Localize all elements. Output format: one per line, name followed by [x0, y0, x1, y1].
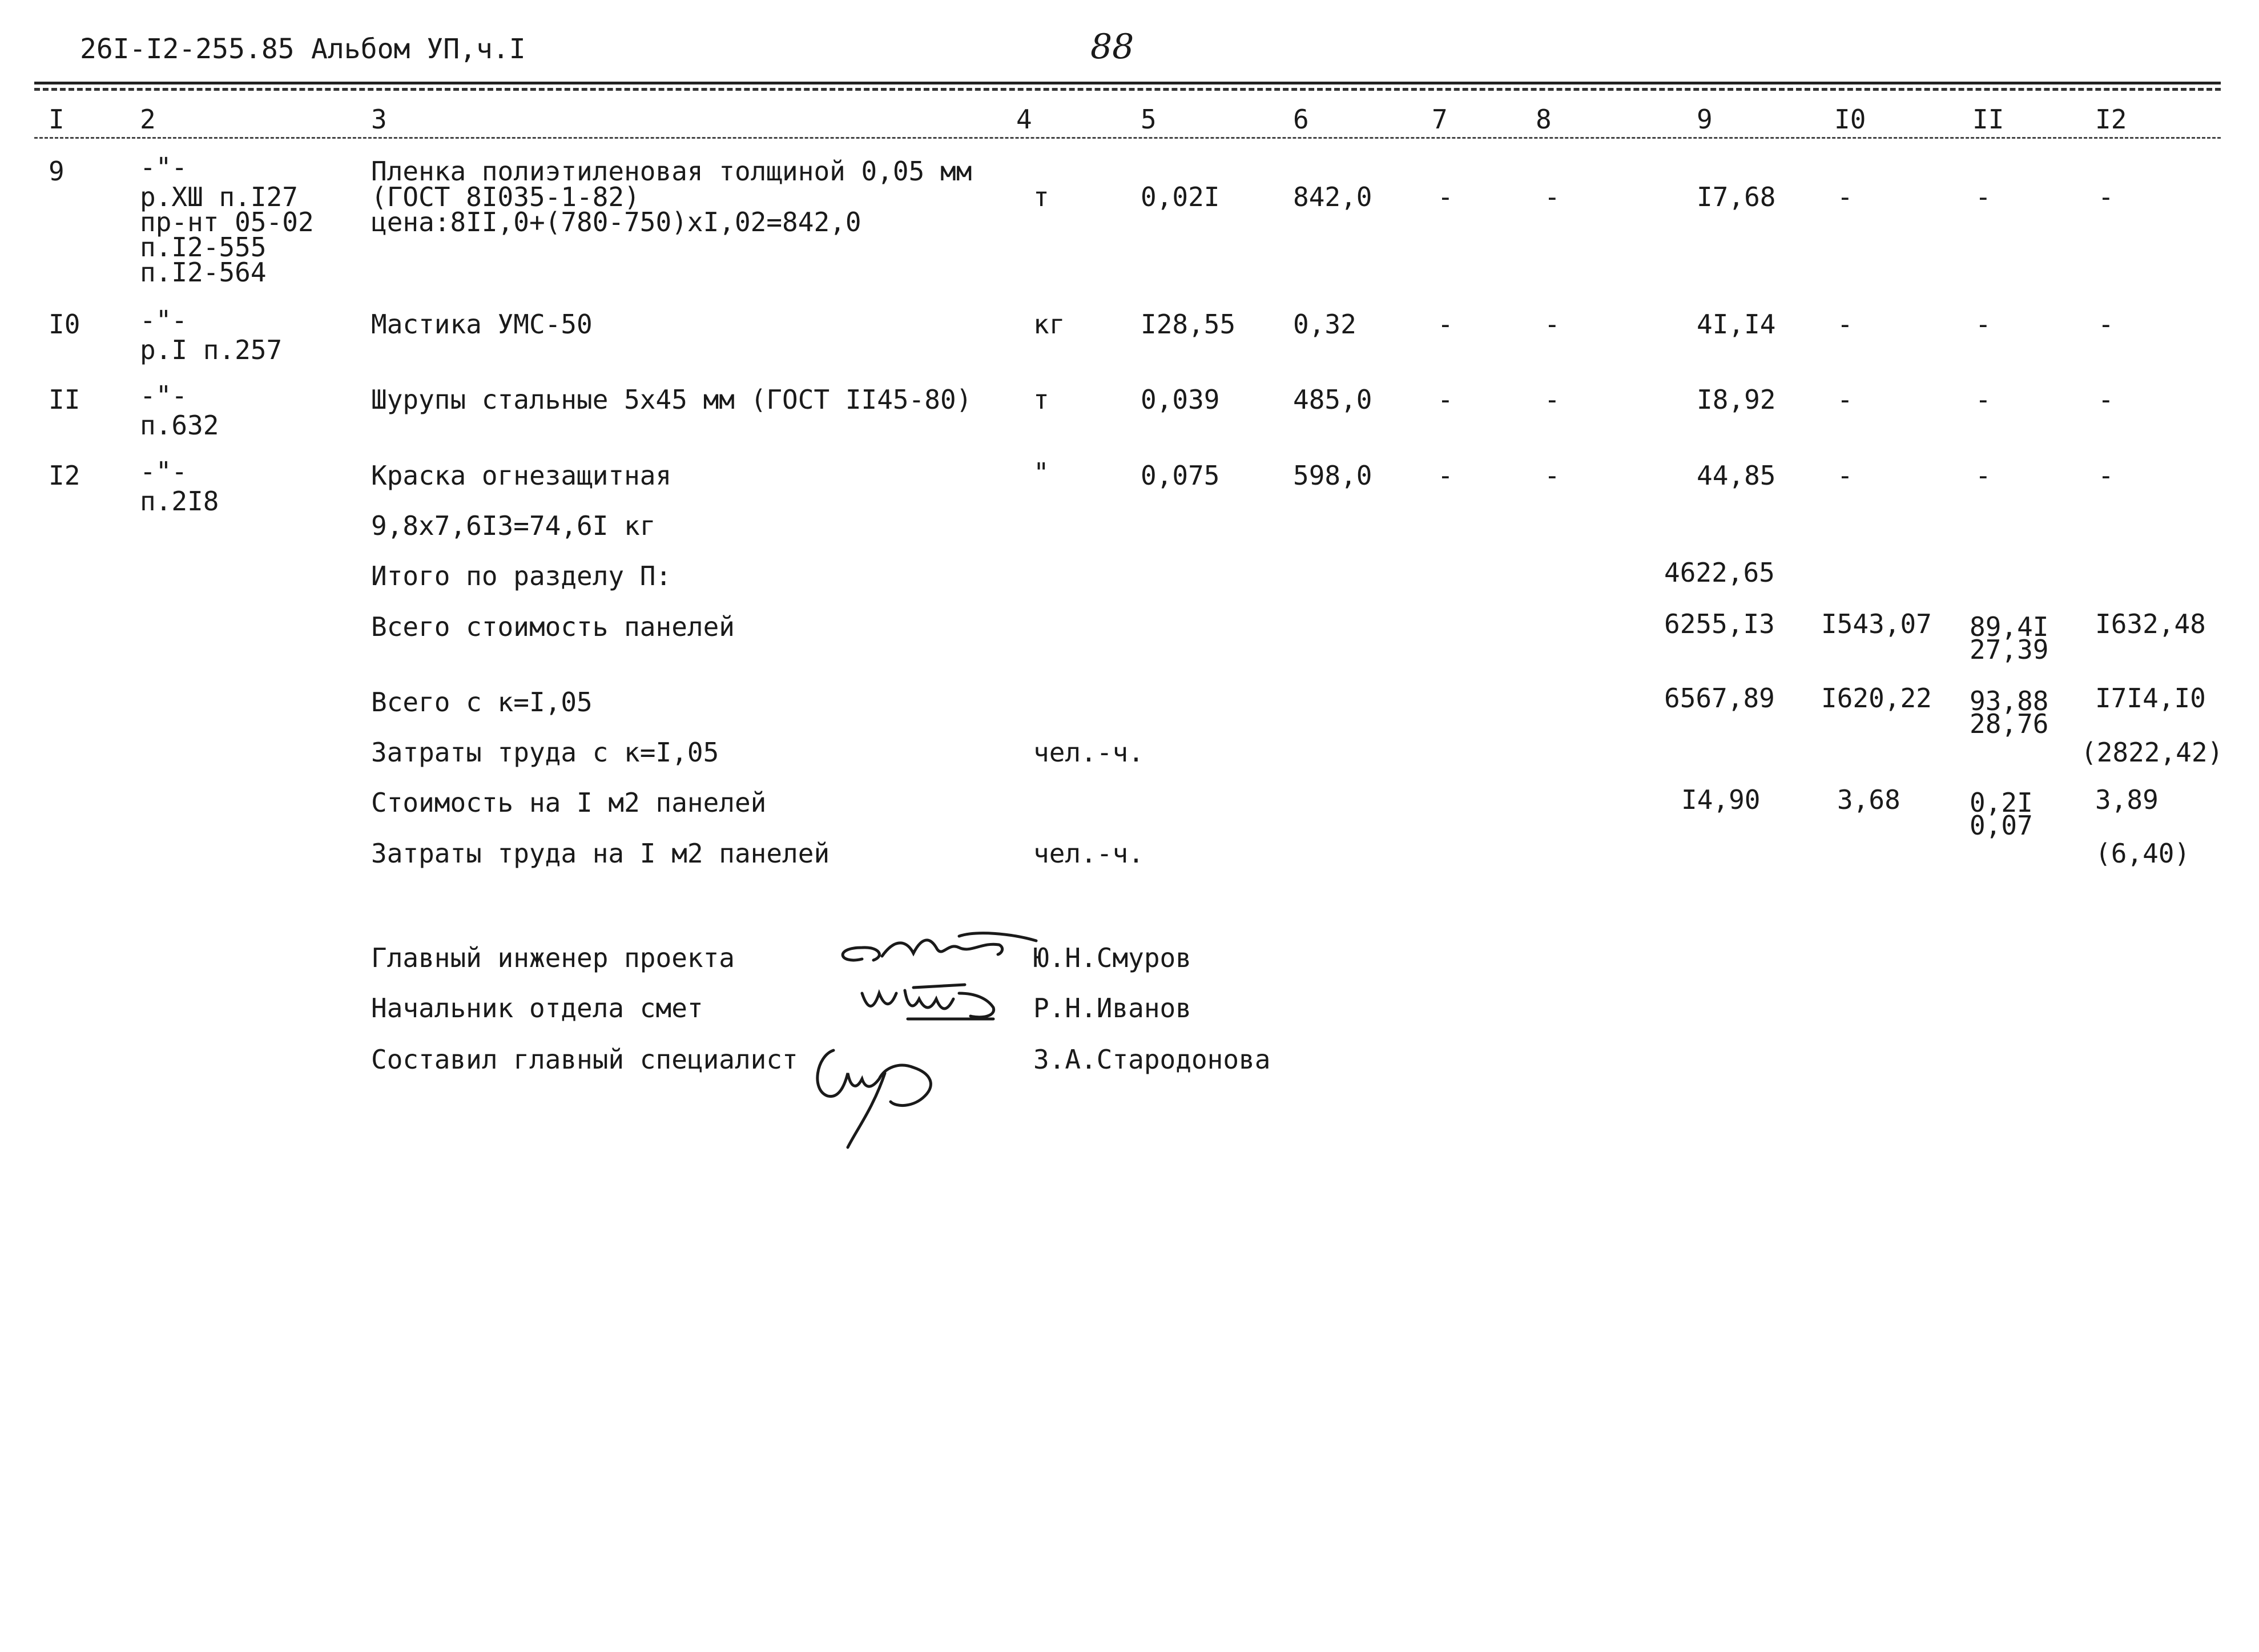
signature-role: Начальник отдела смет: [371, 993, 703, 1024]
row-ref-line: п.I2-555: [140, 232, 267, 263]
totals-label: Итого по разделу П:: [371, 561, 672, 591]
col-num-11: II: [1972, 104, 2004, 135]
col-num-7: 7: [1432, 104, 1448, 135]
row-number: I2: [49, 460, 80, 491]
row-col10: -: [1837, 309, 1853, 340]
row-col7: -: [1437, 384, 1453, 415]
col-num-2: 2: [140, 104, 156, 135]
row-col12: -: [2098, 309, 2114, 340]
row-description: Мастика УМС-50: [371, 309, 593, 340]
row-number: I0: [49, 309, 80, 340]
totals-col12: I7I4,I0: [2095, 683, 2206, 714]
row-ref-line: п.I2-564: [140, 257, 267, 288]
row-col7: -: [1437, 309, 1453, 340]
row-description: Шурупы стальные 5x45 мм (ГОСТ II45-80): [371, 384, 972, 415]
handwritten-signature-2: [851, 976, 1016, 1028]
row-col11: -: [1975, 182, 1991, 212]
totals-label: Стоимость на I м2 панелей: [371, 787, 767, 818]
doc-code: 26I-I2-255.85: [80, 33, 295, 65]
row-description: Краска огнезащитная: [371, 460, 672, 491]
row-unit: т: [1033, 182, 1049, 212]
row-col12: -: [2098, 460, 2114, 491]
row-description: Пленка полиэтиленовая толщиной 0,05 мм: [371, 156, 972, 187]
album-label: Альбом УП,ч.I: [311, 33, 526, 65]
signature-role: Главный инженер проекта: [371, 942, 735, 973]
totals-col9: 4622,65: [1664, 557, 1775, 588]
row-col9: 44,85: [1697, 460, 1776, 491]
totals-col11-upper: 89,4I: [1970, 611, 2049, 642]
totals-col10: 3,68: [1837, 784, 1900, 815]
row-number: II: [49, 384, 80, 415]
row-col9: I7,68: [1697, 182, 1776, 212]
row-ref-line: п.632: [140, 410, 219, 441]
col-num-9: 9: [1697, 104, 1713, 135]
row-number: 9: [49, 156, 65, 187]
row-price: 485,0: [1293, 384, 1372, 415]
row-col8: -: [1544, 182, 1560, 212]
totals-col11-upper: 93,88: [1970, 686, 2049, 716]
totals-col12: I632,48: [2095, 609, 2206, 639]
row-price: 598,0: [1293, 460, 1372, 491]
signature-role: Составил главный специалист: [371, 1044, 798, 1075]
row-col8: -: [1544, 309, 1560, 340]
row-ref-line: -"-: [140, 305, 188, 336]
col-num-10: I0: [1834, 104, 1866, 135]
row-quantity: 0,075: [1141, 460, 1220, 491]
signature-name: Р.Н.Иванов: [1033, 993, 1191, 1024]
row-description: цена:8II,0+(780-750)xI,02=842,0: [371, 207, 861, 237]
totals-col9: I4,90: [1681, 784, 1761, 815]
totals-col11-lower: 28,76: [1970, 708, 2049, 739]
totals-unit: чел.-ч.: [1033, 737, 1144, 768]
col-num-4: 4: [1016, 104, 1032, 135]
totals-col9: 6255,I3: [1664, 609, 1775, 639]
row-col9: I8,92: [1697, 384, 1776, 415]
totals-unit: чел.-ч.: [1033, 838, 1144, 869]
row-col8: -: [1544, 460, 1560, 491]
totals-col11-lower: 0,07: [1970, 810, 2033, 841]
row-col7: -: [1437, 182, 1453, 212]
row-ref-line: п.2I8: [140, 486, 219, 517]
col-num-12: I2: [2095, 104, 2127, 135]
totals-label: Всего стоимость панелей: [371, 611, 735, 642]
handwritten-signature-3: [799, 1033, 971, 1153]
totals-col10: I620,22: [1821, 683, 1932, 714]
row-price: 842,0: [1293, 182, 1372, 212]
row-ref-line: -"-: [140, 380, 188, 411]
totals-col9: 6567,89: [1664, 683, 1775, 714]
row-ref-line: р.ХШ п.I27: [140, 182, 298, 212]
row-unit: ": [1033, 457, 1049, 488]
row-ref-line: -"-: [140, 152, 188, 183]
row-price: 0,32: [1293, 309, 1356, 340]
row-unit: кг: [1033, 309, 1065, 340]
column-number-rule: [34, 137, 2221, 139]
col-num-8: 8: [1536, 104, 1552, 135]
row-col7: -: [1437, 460, 1453, 491]
calculation-note: 9,8x7,6I3=74,6I кг: [371, 510, 656, 541]
row-col11: -: [1975, 384, 1991, 415]
totals-label: Затраты труда на I м2 панелей: [371, 838, 830, 869]
col-num-3: 3: [371, 104, 387, 135]
totals-label: Затраты труда с к=I,05: [371, 737, 719, 768]
row-col10: -: [1837, 182, 1853, 212]
totals-col10: I543,07: [1821, 609, 1932, 639]
header-rule-top-dash: [34, 88, 2221, 91]
row-col12: -: [2098, 384, 2114, 415]
row-col8: -: [1544, 384, 1560, 415]
header-rule-top: [34, 82, 2221, 84]
handwritten-signature-1: [828, 925, 1045, 976]
totals-col11-upper: 0,2I: [1970, 787, 2033, 818]
row-ref-line: р.I п.257: [140, 335, 283, 365]
row-col9: 4I,I4: [1697, 309, 1776, 340]
row-col10: -: [1837, 384, 1853, 415]
page-number: 88: [1090, 27, 1134, 67]
totals-col12: (2822,42): [2081, 737, 2224, 768]
col-num-1: I: [49, 104, 65, 135]
totals-col12: (6,40): [2095, 838, 2190, 869]
row-col12: -: [2098, 182, 2114, 212]
col-num-5: 5: [1141, 104, 1157, 135]
totals-col11-lower: 27,39: [1970, 634, 2049, 665]
row-unit: т: [1033, 384, 1049, 415]
row-description: (ГОСТ 8I035-1-82): [371, 182, 640, 212]
row-col10: -: [1837, 460, 1853, 491]
row-quantity: 0,039: [1141, 384, 1220, 415]
row-quantity: I28,55: [1141, 309, 1236, 340]
totals-label: Всего с к=I,05: [371, 687, 593, 718]
totals-col12: 3,89: [2095, 784, 2159, 815]
row-quantity: 0,02I: [1141, 182, 1220, 212]
row-col11: -: [1975, 460, 1991, 491]
row-col11: -: [1975, 309, 1991, 340]
col-num-6: 6: [1293, 104, 1309, 135]
signature-name: Ю.Н.Смуров: [1033, 942, 1191, 973]
row-ref-line: пр-нт 05-02: [140, 207, 314, 237]
signature-name: З.А.Стародонова: [1033, 1044, 1271, 1075]
row-ref-line: -"-: [140, 456, 188, 487]
